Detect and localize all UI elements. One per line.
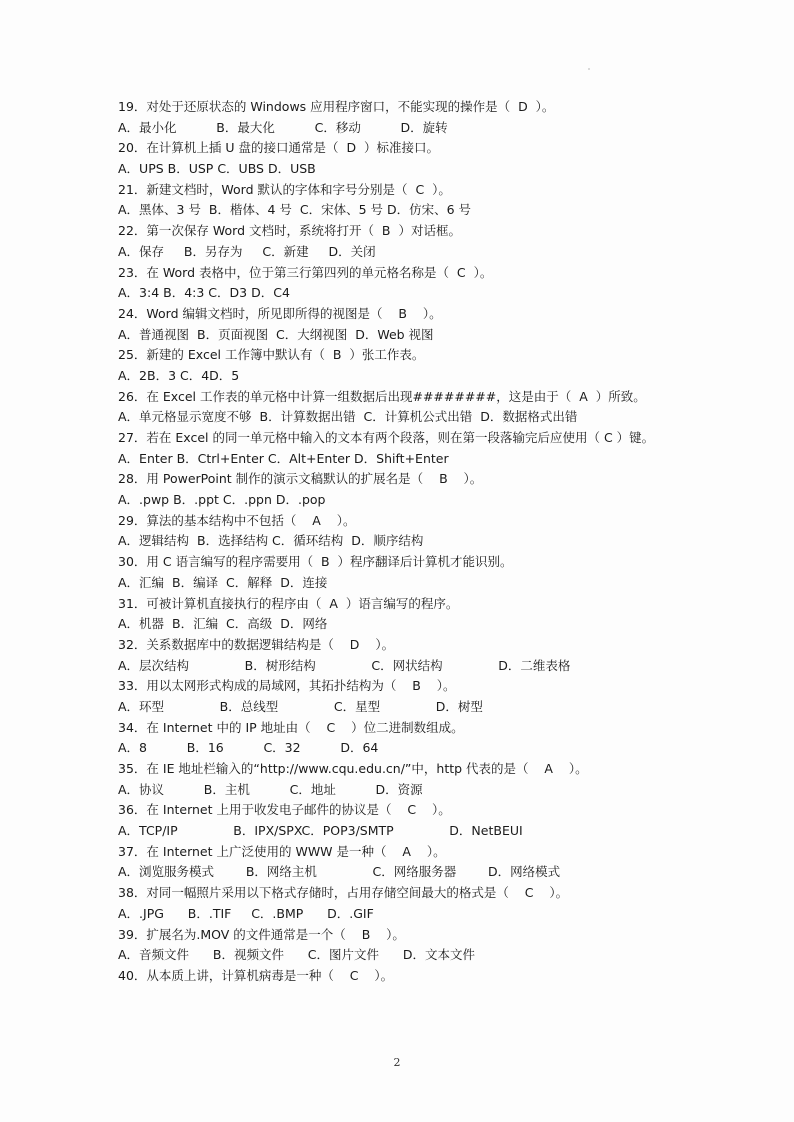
options-30: A．汇编 B．编译 C．解释 D．连接 — [118, 574, 328, 590]
options-37: A．浏览服务模式 B．网络主机 C．网络服务器 D．网络模式 — [118, 864, 561, 880]
question-31: 31．可被计算机直接执行的程序由（ A ）语言编写的程序。 — [118, 595, 459, 611]
question-30: 30．用 C 语言编写的程序需要用（ B ）程序翻译后计算机才能识别。 — [118, 554, 513, 570]
options-26: A．单元格显示宽度不够 B．计算数据出错 C．计算机公式出错 D．数据格式出错 — [118, 409, 578, 425]
options-38: A．.JPG B．.TIF C．.BMP D．.GIF — [118, 905, 374, 921]
options-39: A．音频文件 B．视频文件 C．图片文件 D．文本文件 — [118, 947, 476, 963]
question-26: 26．在 Excel 工作表的单元格中计算一组数据后出现########，这是由于（ A ）所致。 — [118, 388, 646, 404]
options-28: A．.pwp B．.ppt C．.ppn D．.pop — [118, 492, 326, 508]
question-36: 36．在 Internet 上用于收发电子邮件的协议是（ C ）。 — [118, 802, 451, 818]
options-36: A．TCP/IP B．IPX/SPXC．POP3/SMTP D．NetBEUI — [118, 823, 523, 839]
question-19: 19．对处于还原状态的 Windows 应用程序窗口，不能实现的操作是（ D ）。 — [118, 99, 555, 114]
options-19: A．最小化 B．最大化 C．移动 D．旋转 — [118, 119, 448, 135]
options-35: A．协议 B．主机 C．地址 D．资源 — [118, 781, 423, 797]
options-21: A．黑体、3 号 B．楷体、4 号 C．宋体、5 号 D．仿宋、6 号 — [118, 202, 472, 218]
question-24: 24．Word 编辑文档时，所见即所得的视图是（ B ）。 — [118, 305, 442, 321]
question-40: 40．从本质上讲，计算机病毒是一种（ C ）。 — [118, 967, 394, 983]
question-39: 39．扩展名为.MOV 的文件通常是一个（ B ）。 — [118, 926, 405, 942]
question-27: 27．若在 Excel 的同一单元格中输入的文本有两个段落，则在第一段落输完后应使用（ C ）键。 — [118, 430, 655, 445]
scan-speck — [588, 68, 590, 70]
question-37: 37．在 Internet 上广泛使用的 WWW 是一种（ A ）。 — [118, 843, 446, 859]
options-24: A．普通视图 B．页面视图 C．大纲视图 D．Web 视图 — [118, 326, 434, 342]
question-21: 21．新建文档时，Word 默认的字体和字号分别是（ C ）。 — [118, 181, 451, 197]
question-29: 29．算法的基本结构中不包括（ A ）。 — [118, 512, 356, 528]
question-22: 22．第一次保存 Word 文档时，系统将打开（ B ）对话框。 — [118, 223, 461, 239]
options-31: A．机器 B．汇编 C．高级 D．网络 — [118, 616, 328, 632]
options-22: A．保存 B．另存为 C．新建 D．关闭 — [118, 243, 376, 259]
options-27: A．Enter B．Ctrl+Enter C．Alt+Enter D．Shift+Enter — [118, 450, 449, 466]
question-list — [118, 97, 678, 987]
options-20: A．UPS B．USP C．UBS D．USB — [118, 161, 316, 177]
question-38: 38．对同一幅照片采用以下格式存储时，占用存储空间最大的格式是（ C ）。 — [118, 885, 569, 901]
question-34: 34．在 Internet 中的 IP 地址由（ C ）位二进制数组成。 — [118, 719, 464, 735]
question-23: 23．在 Word 表格中，位于第三行第四列的单元格名称是（ C ）。 — [118, 264, 493, 280]
options-34: A．8 B．16 C．32 D．64 — [118, 740, 379, 756]
question-33: 33．用以太网形式构成的局域网，其拓扑结构为（ B ）。 — [118, 678, 456, 694]
options-32: A．层次结构 B．树形结构 C．网状结构 D．二维表格 — [118, 657, 571, 673]
question-20: 20．在计算机上插 U 盘的接口通常是（ D ）标准接口。 — [118, 140, 440, 156]
options-33: A．环型 B．总线型 C．星型 D．树型 — [118, 698, 483, 714]
page-number: 2 — [393, 1056, 401, 1069]
question-35: 35．在 IE 地址栏输入的“http://www.cqu.edu.cn/”中，http 代表的是（ A ）。 — [118, 761, 588, 777]
options-25: A．2B．3 C．4D．5 — [118, 367, 240, 383]
question-25: 25．新建的 Excel 工作簿中默认有（ B ）张工作表。 — [118, 347, 425, 363]
options-29: A．逻辑结构 B．选择结构 C．循环结构 D．顺序结构 — [118, 533, 424, 549]
question-32: 32．关系数据库中的数据逻辑结构是（ D ）。 — [118, 636, 395, 652]
question-28: 28．用 PowerPoint 制作的演示文稿默认的扩展名是（ B ）。 — [118, 471, 483, 487]
options-23: A．3:4 B．4:3 C．D3 D．C4 — [118, 285, 290, 301]
